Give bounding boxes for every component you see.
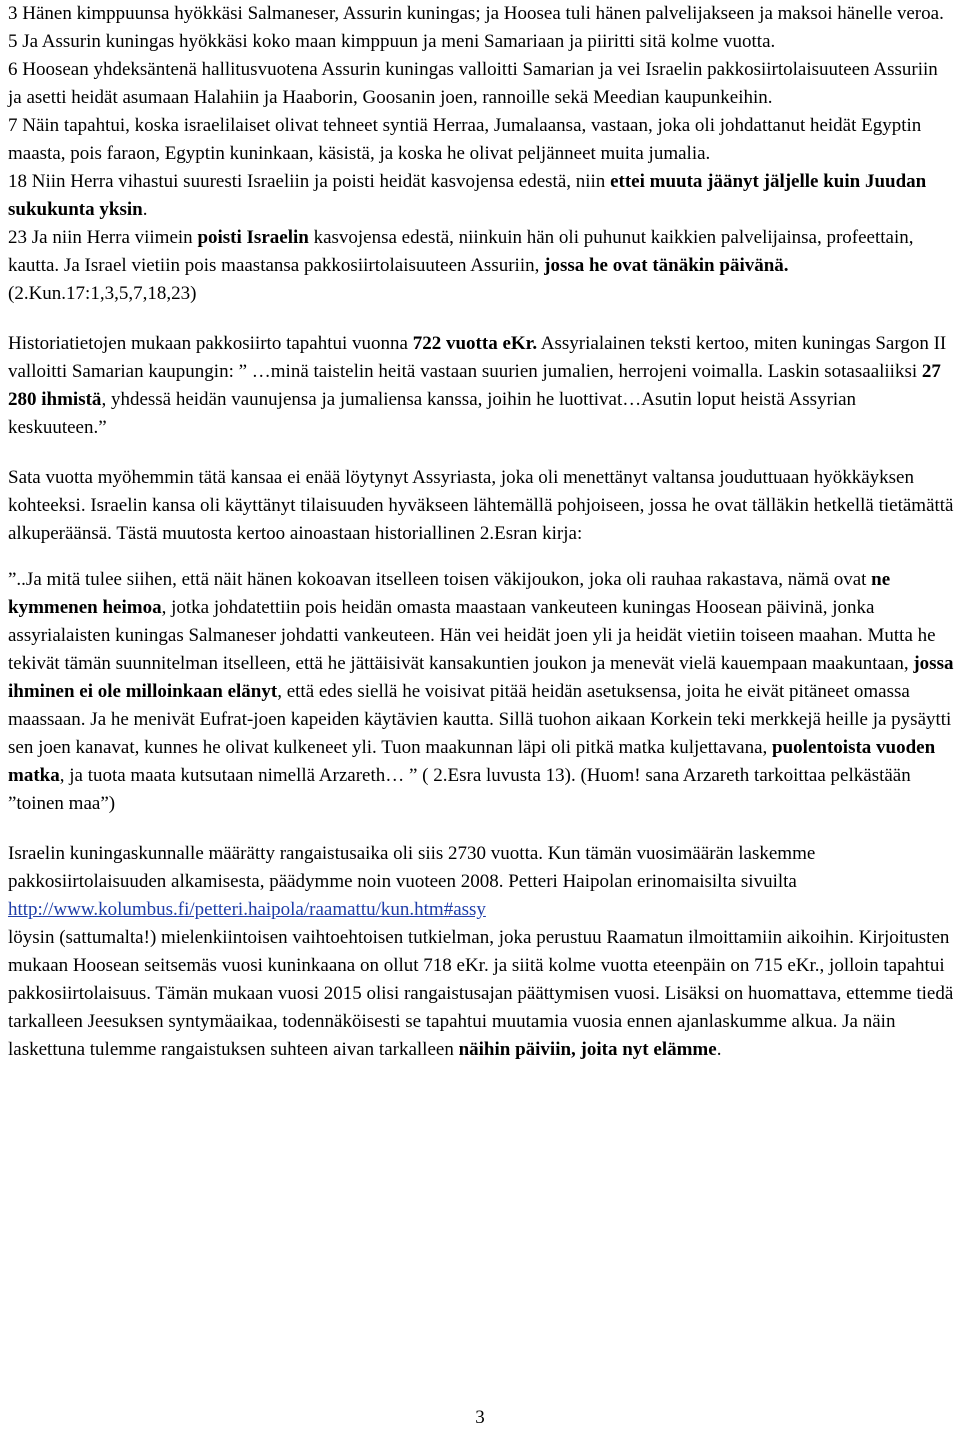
verse-23-emphasis-a: poisti Israelin: [197, 227, 309, 248]
israel-end: .: [716, 1039, 722, 1060]
verse-6: 6 Hoosean yhdeksäntenä hallitusvuotena Assurin kuningas valloitti Samarian ja vei Israelin pakkosiirtolaisuuteen Assuriin ja asetti heidät asumaan Halahiin ja Haaborin, Goosanin joen, rannoille sekä Meedian kaupunkeihin.: [8, 59, 938, 108]
verse-23-text-a: 23 Ja niin Herra viimein: [8, 227, 198, 248]
history-year: 722 vuotta eKr.: [412, 333, 538, 354]
israel-text-b: löysin (sattumalta!) mielenkiintoisen vaihtoehtoisen tutkielman, joka perustuu Raamatun ilmoittamiin aikoihin. Kirjoitusten mukaan Hoosean seitsemäs vuosi kuninkaana on ollut 718 eKr. ja siitä kolme vuotta eteenpäin on 715 eKr., jolloin tapahtui pakkosiirtolaisuus. Tämän mukaan vuosi 2015 olisi rangaistusajan päättymisen vuosi. Lisäksi on huomattava, ettemme tiedä tarkalleen Jeesuksen syntymäaikaa, todennäköisesti se tapahtui muutamia vuosia ennen ajanlaskumme alkua. Ja näin laskettuna tulemme rangaistuksen suhteen aivan tarkalleen: [8, 927, 954, 1060]
israel-paragraph: [8, 840, 954, 1064]
esra-emphasis-a: ne kymmenen heimoa: [8, 569, 891, 618]
page-number: 3: [475, 1407, 485, 1428]
history-text-c: , yhdessä heidän vaunujensa ja jumaliensa kanssa, joihin he luottivat…Asutin loput heistä Assyrian keskuuteen.”: [8, 389, 857, 438]
israel-text-a: Israelin kuningaskunnalle määrätty rangaistusaika oli siis 2730 vuotta. Kun tämän vuosimäärän laskemme pakkosiirtolaisuuden alkamisesta, päädymme noin vuoteen 2008. Petteri Haipolan erinomaisilta sivuilta: [8, 843, 816, 892]
esra-emphasis-b: jossa ihminen ei ole milloinkaan elänyt: [8, 653, 954, 702]
verse-18: [8, 168, 954, 224]
verse-7: 7 Näin tapahtui, koska israelilaiset olivat tehneet syntiä Herraa, Jumalaansa, vastaan, joka oli johdattanut heidät Egyptin maasta, pois faraon, Egyptin kuninkaan, käsistä, ja koska he olivat peljänneet muita jumalia.: [8, 115, 922, 164]
esra-text-d: , ja tuota maata kutsutaan nimellä Arzareth… ” ( 2.Esra luvusta 13). (Huom! sana Arzareth tarkoittaa pelkästään ”toinen maa”): [8, 765, 911, 814]
document-page: [8, 0, 954, 1064]
verse-18-text: 18 Niin Herra vihastui suuresti Israeliin ja poisti heidät kasvojensa edestä, niin: [8, 171, 611, 192]
verse-18-end: .: [142, 199, 148, 220]
haipola-link[interactable]: http://www.kolumbus.fi/petteri.haipola/raamattu/kun.htm#assy: [8, 899, 486, 920]
esra-quote-paragraph: [8, 566, 954, 818]
verse-5: 5 Ja Assurin kuningas hyökkäsi koko maan kimppuun ja meni Samariaan ja piiritti sitä kolme vuotta.: [8, 31, 776, 52]
esra-text-c: , että edes siellä he voisivat pitää heidän asetuksensa, joita he eivät pitäneet omassa maassaan. Ja he menivät Eufrat-joen kapeiden käytävien kautta. Sillä tuohon aikaan Korkein teki merkkejä heille ja pysäytti sen joen kanavat, kunnes he olivat kulkeneet yli. Tuon maakunnan läpi oli pitkä matka kuljettavana,: [8, 681, 952, 758]
esra-text-b: , jotka johdatettiin pois heidän omasta maastaan vankeuteen kuningas Hoosean päivinä, jonka assyrialaisten kuningas Salmaneser johdatti vankeuteen. Hän vei heidät joen yli ja heidät vietiin toiseen maahan. Mutta he tekivät tämän suunnitelman itselleen, että he jättäisivät kansakuntien joukon ja menevät vielä kauempaan maakuntaan,: [8, 597, 936, 674]
esra-emphasis-c: puolentoista vuoden matka: [8, 737, 936, 786]
verse-18-emphasis: ettei muuta jäänyt jäljelle kuin Juudan sukukunta yksin: [8, 171, 927, 220]
verse-23-emphasis-b: jossa he ovat tänäkin päivänä.: [544, 255, 789, 276]
esra-text-a: ”..Ja mitä tulee siihen, että näit hänen kokoavan itselleen toisen väkijoukon, joka oli rauhaa rakastava, nämä ovat: [8, 569, 872, 590]
verse-23: [8, 224, 954, 308]
sata-paragraph: Sata vuotta myöhemmin tätä kansaa ei enää löytynyt Assyriasta, joka oli menettänyt valtansa jouduttuaan hyökkäyksen kohteeksi. Israelin kansa oli käyttänyt tilaisuuden hyväkseen lähtemällä pohjoiseen, jossa he ovat tälläkin hetkellä tietämättä alkuperäänsä. Tästä muutosta kertoo ainoastaan historiallinen 2.Esran kirja:: [8, 467, 954, 544]
israel-emphasis: näihin päiviin, joita nyt elämme: [458, 1039, 717, 1060]
verse-23-reference: (2.Kun.17:1,3,5,7,18,23): [8, 283, 197, 304]
verse-23-text-b: kasvojensa edestä, niinkuin hän oli puhunut kaikkien palvelijainsa, profeettain, kautta. Ja Israel vietiin pois maastansa pakkosiirtolaisuuteen Assuriin,: [8, 227, 914, 276]
history-paragraph: [8, 330, 954, 442]
history-text-b: Assyrialainen teksti kertoo, miten kuningas Sargon II valloitti Samarian kaupungin: ” …minä taistelin heitä vastaan suurien jumalien, herrojeni voimalla. Laskin sotasaaliiksi: [8, 333, 947, 382]
history-text-a: Historiatietojen mukaan pakkosiirto tapahtui vuonna: [8, 333, 413, 354]
verse-3: 3 Hänen kimppuunsa hyökkäsi Salmaneser, Assurin kuningas; ja Hoosea tuli hänen palvelijakseen ja maksoi hänelle veroa.: [8, 3, 944, 24]
history-count: 27 280 ihmistä: [8, 361, 941, 410]
